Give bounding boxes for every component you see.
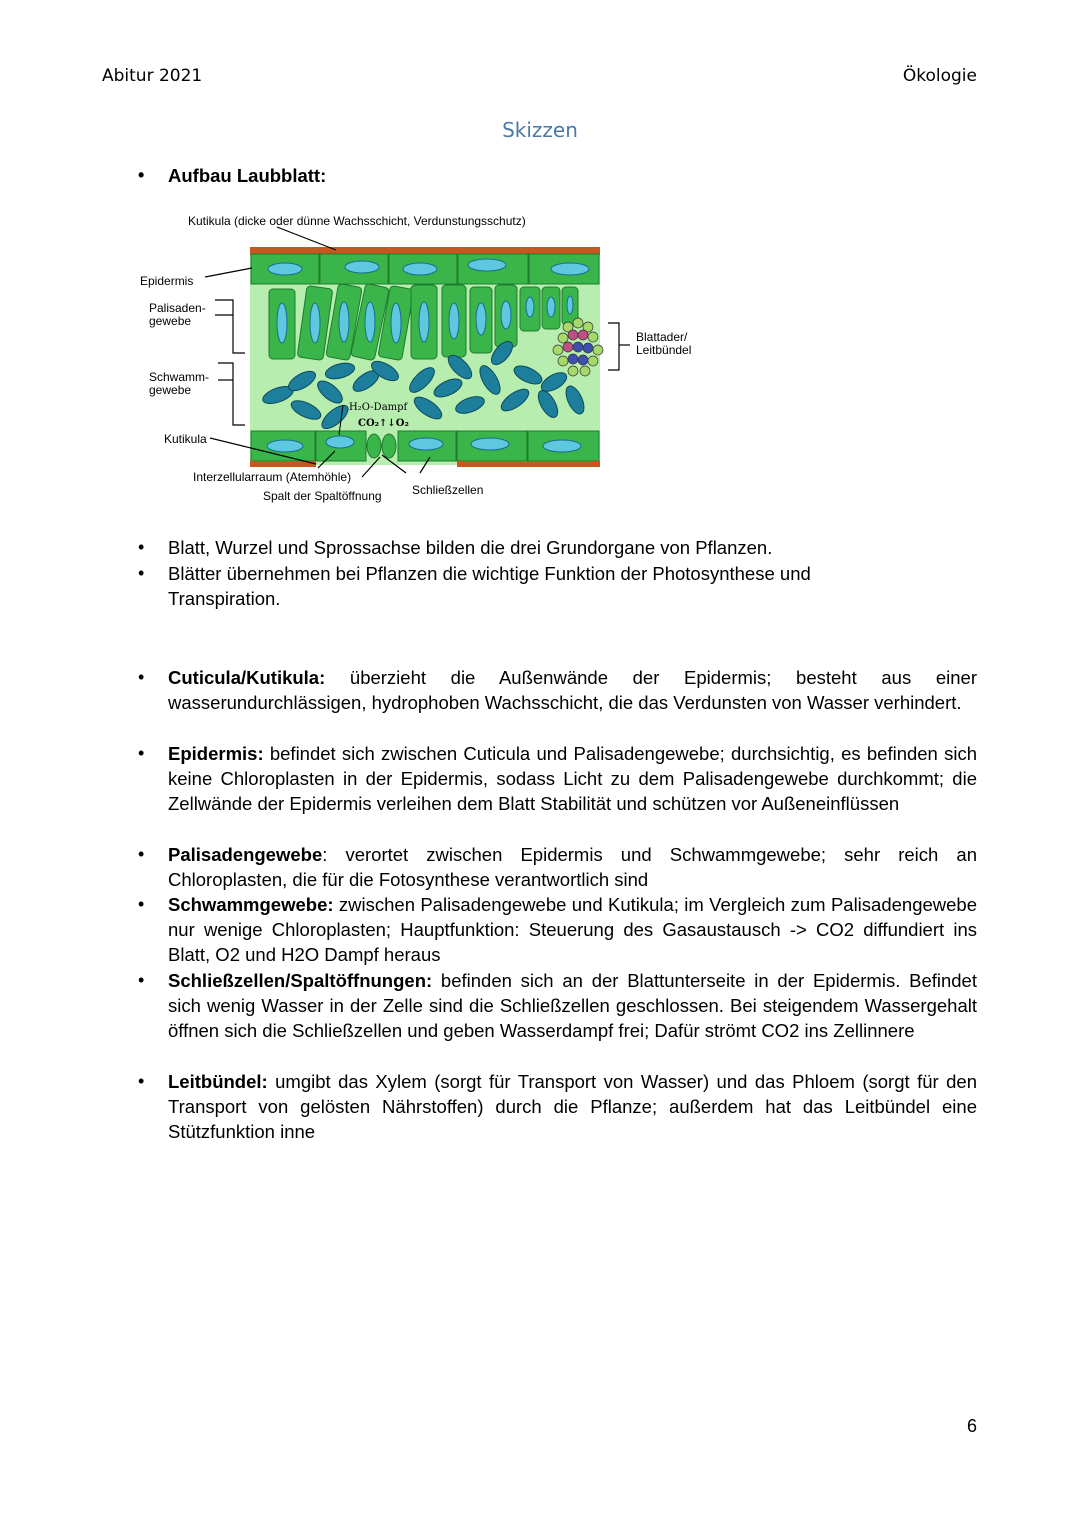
term-leitbuendel-label: Leitbündel: [168, 1071, 268, 1092]
label-schwamm-2: gewebe [149, 383, 192, 397]
page-number: 6 [966, 1416, 977, 1436]
label-spalt: Spalt der Spaltöffnung [263, 489, 382, 503]
term-schliesszellen-text: befinden sich an der Blattunterseite in der Epidermis. Befindet sich wenig Wasser in der Zelle sind die Schließzellen geschlossen. Bei steigendem Wassergehalt öffnen sich die Schließzellen und geben Wasserdampf frei; Dafür strömt CO2 ins Zellinnere [168, 970, 977, 1041]
term-kutikula [168, 665, 977, 715]
term-schwammgewebe-label: Schwammgewebe: [168, 894, 334, 915]
term-schwammgewebe [168, 892, 977, 967]
cuticle-bottom-right [457, 461, 600, 467]
upper-epidermis [251, 254, 599, 284]
label-blattader-1: Blattader/ [636, 330, 688, 344]
term-leitbuendel [168, 1069, 977, 1144]
label-schwamm-1: Schwamm- [149, 370, 210, 384]
label-gas-exchange: CO₂↑↓O₂ [358, 418, 409, 429]
header-right: Ökologie [902, 66, 977, 86]
label-schliesszellen: Schließzellen [412, 483, 484, 497]
header-left: Abitur 2021 [102, 66, 203, 86]
term-leitbuendel-text: umgibt das Xylem (sorgt für Transport von Wasser) und das Phloem (sorgt für den Transport von gelösten Nährstoffen) durch die Pflanze; außerdem hat das Leitbündel eine Stützfunktion inne [168, 1071, 977, 1142]
label-blattader-2: Leitbündel [636, 343, 692, 357]
lower-epidermis [251, 431, 599, 461]
label-palisaden-1: Palisaden- [149, 301, 206, 315]
label-epidermis: Epidermis [140, 274, 194, 288]
term-kutikula-label: Cuticula/Kutikula: [168, 667, 326, 688]
intro-bullet-1: • Blatt, Wurzel und Sprossachse bilden die drei Grundorgane von Pflanzen. [168, 535, 977, 560]
label-kutikula-bottom: Kutikula [164, 432, 207, 446]
term-epidermis [168, 741, 977, 816]
heading-aufbau-laubblatt: • Aufbau Laubblatt: [168, 163, 977, 188]
term-palisadengewebe [168, 842, 977, 892]
leaf-diagram [130, 205, 730, 505]
label-h2o-dampf: H₂O-Dampf [349, 402, 408, 413]
term-schwammgewebe-text: zwischen Palisadengewebe und Kutikula; im Vergleich zum Palisadengewebe nur wenige Chloroplasten; Hauptfunktion: Steuerung des Gasaustausch -> CO2 diffundiert ins Blatt, O2 und H2O Dampf heraus [168, 894, 977, 965]
term-kutikula-text: überzieht die Außenwände der Epidermis; besteht aus einer wasserundurchlässigen, hydrophoben Wachsschicht, die das Verdunsten von Wasser verhindert. [168, 667, 977, 713]
term-palisadengewebe-text: : verortet zwischen Epidermis und Schwammgewebe; sehr reich an Chloroplasten, die für die Fotosynthese verantwortlich sind [168, 844, 977, 890]
term-schliesszellen [168, 968, 977, 1043]
intro-bullet-2: • Blätter übernehmen bei Pflanzen die wichtige Funktion der Photosynthese und Transpiration. [168, 561, 888, 611]
term-schliesszellen-label: Schließzellen/Spaltöffnungen: [168, 970, 433, 991]
label-palisaden-2: gewebe [149, 314, 192, 328]
label-interzellularraum: Interzellularraum (Atemhöhle) [193, 470, 352, 484]
term-epidermis-label: Epidermis: [168, 743, 264, 764]
label-kutikula-top: Kutikula (dicke oder dünne Wachsschicht, Verdunstungsschutz) [188, 214, 526, 228]
term-palisadengewebe-label: Palisadengewebe [168, 844, 323, 865]
section-title: Skizzen [502, 118, 578, 142]
term-epidermis-text: befindet sich zwischen Cuticula und Palisadengewebe; durchsichtig, es befinden sich keine Chloroplasten in der Epidermis, sodass Licht zu dem Palisadengewebe durchkommt; die Zellwände der Epidermis verleihen dem Blatt Stabilität und schützen vor Außeneinflüssen [168, 743, 977, 814]
